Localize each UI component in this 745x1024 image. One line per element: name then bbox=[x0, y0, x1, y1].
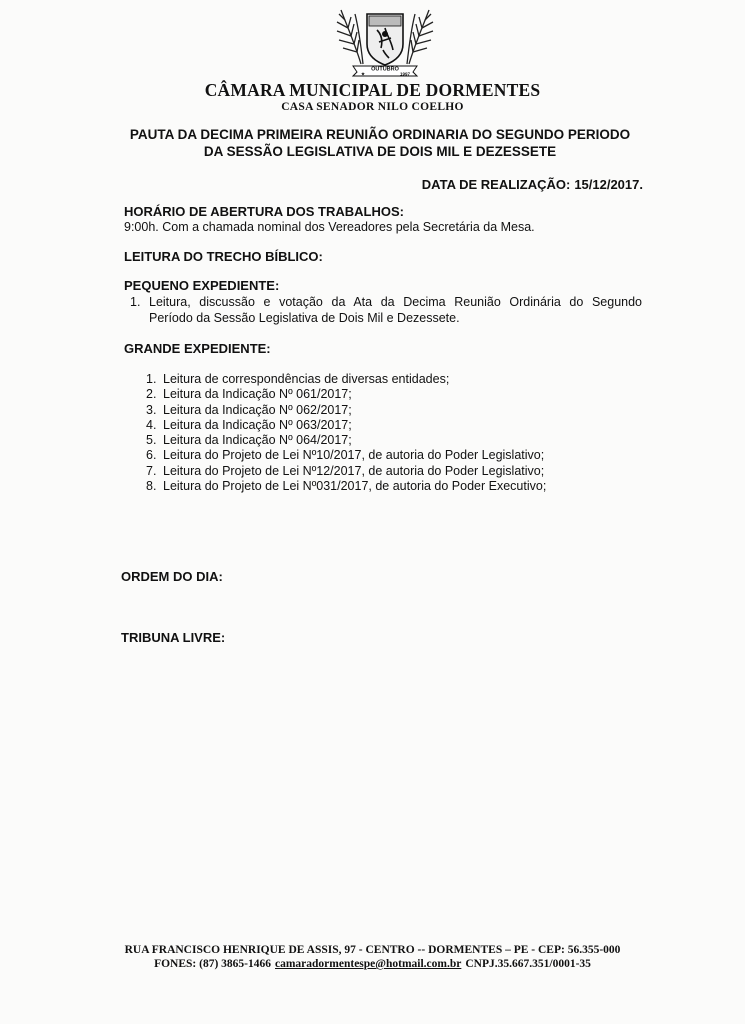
list-item: 3. Leitura da Indicação Nº 062/2017; bbox=[146, 402, 352, 417]
date-value: 15/12/2017. bbox=[574, 177, 643, 192]
institution-name: CÂMARA MUNICIPAL DE DORMENTES bbox=[204, 80, 541, 100]
list-item bbox=[130, 294, 642, 326]
footer-address: RUA FRANCISCO HENRIQUE DE ASSIS, 97 - CENTRO -- DORMENTES – PE - CEP: 56.355-000 bbox=[124, 944, 621, 956]
municipal-crest-icon bbox=[333, 4, 437, 78]
agenda-title-line-2: DA SESSÃO LEGISLATIVA DE DOIS MIL E DEZESSETE bbox=[203, 144, 557, 159]
svg-text:1997: 1997 bbox=[399, 71, 411, 77]
house-name: CASA SENADOR NILO COELHO bbox=[281, 101, 464, 113]
footer-contacts bbox=[0, 958, 745, 970]
list-item-text-continued: Período da Sessão Legislativa de Dois Mil e Dezessete. bbox=[149, 311, 460, 325]
list-item: 5. Leitura da Indicação Nº 064/2017; bbox=[146, 433, 352, 448]
biblical-heading: LEITURA DO TRECHO BÍBLICO: bbox=[124, 249, 323, 264]
list-item-number: 1. bbox=[130, 295, 141, 309]
date-label: DATA DE REALIZAÇÃO: bbox=[421, 177, 571, 192]
agenda-title bbox=[80, 126, 680, 160]
date-line bbox=[300, 177, 643, 192]
list-item-text: Leitura, discussão e votação da Ata da Decima Reunião Ordinária do Segundo bbox=[149, 295, 642, 309]
list-item: 6. Leitura do Projeto de Lei Nº10/2017, de autoria do Poder Legislativo; bbox=[146, 448, 545, 463]
opening-text: 9:00h. Com a chamada nominal dos Vereadores pela Secretária da Mesa. bbox=[124, 220, 535, 234]
list-item: 2. Leitura da Indicação Nº 061/2017; bbox=[146, 387, 352, 402]
list-item: 8. Leitura do Projeto de Lei Nº031/2017, de autoria do Poder Executivo; bbox=[146, 479, 547, 494]
footer-cnpj: CNPJ.35.667.351/0001-35 bbox=[465, 958, 591, 970]
small-expedient-heading: PEQUENO EXPEDIENTE: bbox=[124, 278, 280, 293]
agenda-title-line-1: PAUTA DA DECIMA PRIMEIRA REUNIÃO ORDINARIA DO SEGUNDO PERIODO bbox=[129, 127, 631, 142]
list-item: 4. Leitura da Indicação Nº 063/2017; bbox=[146, 417, 352, 432]
footer-phones: FONES: (87) 3865-1466 bbox=[154, 958, 271, 970]
list-item: 7. Leitura do Projeto de Lei Nº12/2017, de autoria do Poder Legislativo; bbox=[146, 463, 545, 478]
footer-email-link[interactable]: camaradormentespe@hotmail.com.br bbox=[275, 958, 462, 970]
free-tribune-heading: TRIBUNA LIVRE: bbox=[121, 630, 226, 645]
opening-heading: HORÁRIO DE ABERTURA DOS TRABALHOS: bbox=[124, 204, 404, 219]
svg-text:OUTUBRO: OUTUBRO bbox=[371, 66, 399, 73]
list-item: 1. Leitura de correspondências de diversas entidades; bbox=[146, 372, 450, 386]
svg-text:★: ★ bbox=[360, 71, 366, 78]
large-expedient-list bbox=[146, 372, 546, 494]
large-expedient-heading: GRANDE EXPEDIENTE: bbox=[124, 341, 271, 356]
order-of-day-heading: ORDEM DO DIA: bbox=[121, 569, 223, 584]
